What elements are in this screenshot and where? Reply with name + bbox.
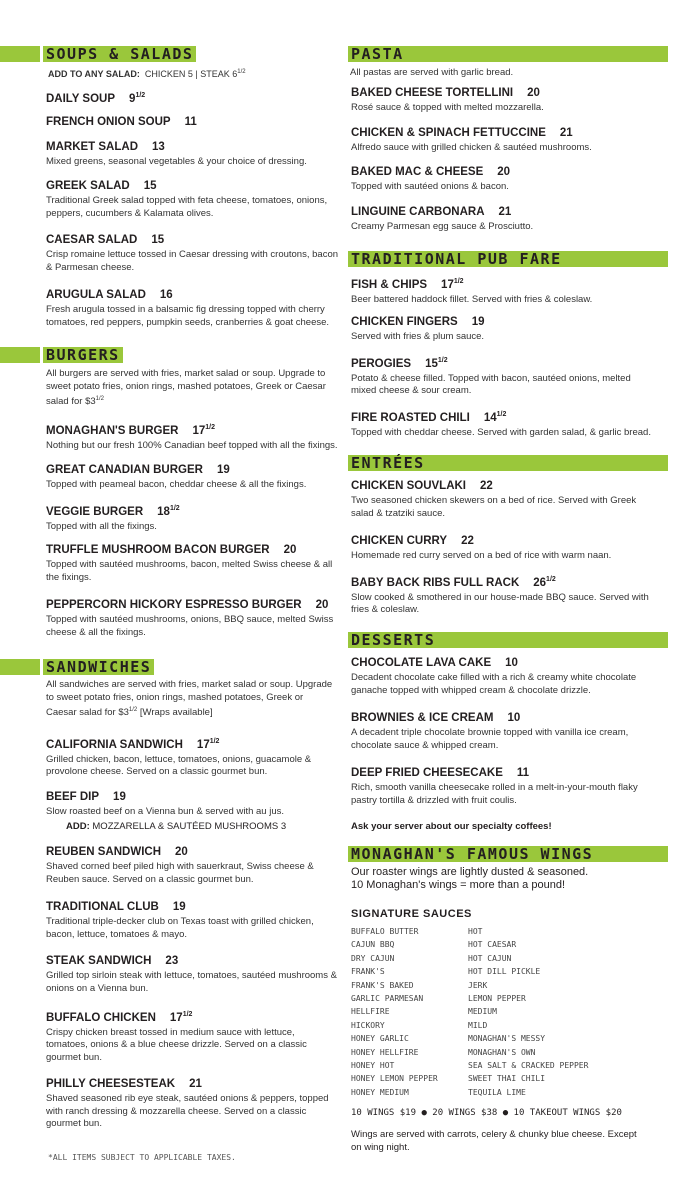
menu-item-name: ARUGULA SALAD [46,289,146,301]
menu-item-description: Crisp romaine lettuce tossed in Caesar dressing with croutons, bacon & Parmesan cheese. [46,249,339,273]
sauce-item: TEQUILA LIME [468,1087,526,1097]
menu-item-description: Topped with sautéed onions & bacon. [351,181,509,192]
menu-item-title [46,502,338,519]
menu-item-title [46,845,338,859]
menu-item-price: 15 [425,357,438,370]
menu-item-name: CHICKEN CURRY [351,535,448,547]
menu-item-price: 14 [483,411,497,424]
menu-item-name: LINGUINE CARBONARA [351,206,485,218]
menu-item-description: Two seasoned chicken skewers on a bed of rice. Served with Greek salad & tzatziki sauce. [351,495,637,519]
menu-item-price: 9 [129,92,136,105]
sauce-item: HONEY GARLIC [351,1034,409,1044]
sauces-title: SIGNATURE SAUCES [351,908,472,920]
menu-item-title [351,711,651,725]
sauce-item: SEA SALT & CRACKED PEPPER [468,1061,589,1071]
menu-item-price-fraction: 1/2 [182,1011,193,1018]
beef-dip-add-label: ADD: [66,820,93,832]
menu-item-price-fraction: 1/2 [205,424,215,431]
menu-item [46,463,338,492]
menu-item [46,140,338,169]
menu-item-title [46,954,338,968]
menu-item-title [46,140,338,154]
menu-item-price: 19 [471,316,485,328]
menu-item-title [351,408,651,425]
menu-item [46,89,338,106]
menu-item [46,543,338,584]
pasta-title: PASTA [348,46,407,62]
wings-note: Wings are served with carrots, celery & chunky blue cheese. Except on wing night. [351,1129,637,1153]
menu-item-title [46,900,338,914]
menu-item-title [351,126,651,140]
menu-item-price: 18 [157,505,170,518]
menu-item-title [351,479,651,493]
salad-add-options: CHICKEN 5 | STEAK 6 [144,69,238,79]
sauces-column-1 [351,925,438,1099]
salad-add-steak-sup: 1/2 [237,69,246,75]
pasta-intro: All pastas are served with garlic bread. [350,67,514,78]
menu-item-description: Rosé sauce & topped with melted mozzarella. [351,102,544,113]
menu-item [351,126,651,155]
menu-item-name: CAESAR SALAD [46,234,138,246]
menu-item-price: 13 [152,141,165,153]
menu-item [46,1008,338,1064]
menu-item [351,165,651,194]
sauces-column-2 [468,925,588,1099]
sauce-item: MILD [468,1020,488,1030]
menu-item [351,205,651,234]
tax-footnote: *ALL ITEMS SUBJECT TO APPLICABLE TAXES. [48,1153,236,1162]
menu-item-description: Homemade red curry served on a bed of rice with warm naan. [351,550,612,561]
menu-item-title [46,790,338,804]
menu-item-description: Shaved seasoned rib eye steak, sautéed onions & peppers, topped with ranch dressing & mozzarella cheese. Served on a classic gourmet bun. [46,1093,329,1129]
menu-item-description: Slow roasted beef on a Vienna bun & served with au jus. [46,806,285,817]
menu-item-name: PEROGIES [351,357,412,370]
menu-item-title [46,179,338,193]
menu-item-title [46,463,338,477]
wings-intro-line-2: 10 Monaghan's wings = more than a pound! [351,879,565,891]
sauce-item: FRANK'S BAKED [351,980,414,990]
menu-item-description: Creamy Parmesan egg sauce & Prosciutto. [351,221,534,232]
menu-item-price: 20 [315,599,329,611]
menu-item-title [46,1077,338,1091]
menu-item-description: Mixed greens, seasonal vegetables & your choice of dressing. [46,156,307,167]
menu-item-name: BROWNIES & ICE CREAM [351,712,494,724]
menu-item-price: 21 [559,127,573,139]
menu-item-description: Fresh arugula tossed in a balsamic fig dressing topped with cherry tomatoes, red peppers, pumpkin seeds, cranberries & goat cheese. [46,304,330,328]
menu-item [46,115,338,129]
menu-item [351,354,651,398]
sauce-item: HONEY LEMON PEPPER [351,1074,438,1084]
sauce-item: HOT CAJUN [468,953,512,963]
menu-item-description: A decadent triple chocolate brownie topped with vanilla ice cream, chocolate sauce & whipped cream. [351,727,629,751]
menu-item-name: MARKET SALAD [46,141,138,153]
menu-item-description: Traditional triple-decker club on Texas toast with grilled chicken, bacon, lettuce, tomatoes & mayo. [46,916,314,940]
menu-item-description: Shaved corned beef piled high with sauerkraut, Swiss cheese & Reuben sauce. Served on a classic gourmet bun. [46,861,314,885]
menu-item-description: Beer battered haddock fillet. Served with fries & coleslaw. [351,293,593,305]
menu-item-price-fraction: 1/2 [437,357,448,364]
menu-item-name: PHILLY CHEESESTEAK [46,1078,176,1090]
menu-item-title [46,543,338,557]
menu-item-price: 15 [143,180,157,192]
menu-item [46,179,338,220]
burgers-intro [46,368,336,409]
menu-item-description: Grilled chicken, bacon, lettuce, tomatoes, onions, guacamole & provolone cheese. Served on a classic gourmet bun. [46,753,312,778]
menu-item-price: 11 [516,767,530,779]
menu-item-title [351,656,651,670]
wings-intro [351,866,588,892]
menu-item [46,598,338,639]
menu-item-description: Topped with peameal bacon, cheddar cheese & all the fixings. [46,479,307,490]
menu-item-name: FIRE ROASTED CHILI [351,411,470,424]
menu-item-title [351,766,651,780]
sauce-item: JERK [468,980,488,990]
menu-item-name: BAKED MAC & CHEESE [351,166,484,178]
menu-item-description: Slow cooked & smothered in our house-made BBQ sauce. Served with fries & coleslaw. [351,591,649,616]
menu-item-price-fraction: 1/2 [169,505,180,512]
sauce-item: CAJUN BBQ [351,940,395,950]
menu-item-price: 21 [498,206,512,218]
menu-item-title [46,288,338,302]
salad-add-line [48,66,246,81]
menu-item-price: 20 [497,166,511,178]
menu-item [351,656,651,697]
menu-item [351,573,651,617]
menu-item-price: 15 [151,234,165,246]
sauce-item: GARLIC PARMESAN [351,994,424,1004]
menu-item-name: BEEF DIP [46,791,100,803]
pub-fare-title: TRADITIONAL PUB FARE [348,251,565,267]
menu-item-price-fraction: 1/2 [135,92,146,99]
menu-item-price: 17 [169,1011,183,1024]
burgers-intro-text: All burgers are served with fries, market salad or soup. Upgrade to sweet potato fries, onion rings, mashed potatoes, Greek or Caesar salad for $3 [46,368,326,408]
sandwiches-intro [46,679,336,720]
menu-item [46,845,338,886]
menu-item-name: CHICKEN FINGERS [351,316,458,328]
menu-item-price: 19 [172,901,186,913]
burgers-banner-bar [0,347,40,363]
menu-item [351,534,651,563]
menu-item [46,421,338,452]
sauce-item: HOT CAESAR [468,940,517,950]
wings-pricing: 10 WINGS $19 ● 20 WINGS $38 ● 10 TAKEOUT WINGS $20 [351,1108,622,1118]
wings-title: MONAGHAN'S FAMOUS WINGS [348,846,596,862]
sauce-item: BUFFALO BUTTER [351,927,419,936]
menu-item-name: FRENCH ONION SOUP [46,116,171,128]
menu-item-title [46,89,338,106]
menu-item [351,408,651,439]
menu-item-name: TRADITIONAL CLUB [46,901,159,913]
sandwiches-title: SANDWICHES [43,659,154,675]
menu-item [46,1077,338,1131]
coffee-note: Ask your server about our specialty coffees! [351,821,552,832]
sauce-item: HONEY HOT [351,1061,395,1071]
menu-item-title [351,573,651,590]
menu-item-title [351,165,651,179]
menu-item-name: CHICKEN SOUVLAKI [351,480,467,492]
menu-item [351,766,651,807]
menu-item-name: BAKED CHEESE TORTELLINI [351,87,514,99]
menu-item-name: BABY BACK RIBS FULL RACK [351,576,520,589]
menu-item-name: REUBEN SANDWICH [46,846,161,858]
sauce-item: HOT DILL PICKLE [468,967,541,977]
soups-salads-banner-bar [0,46,40,62]
beef-dip-add-text: MOZZARELLA & SAUTÉED MUSHROOMS 3 [92,820,287,832]
menu-item-price: 10 [507,712,521,724]
menu-item [46,288,338,329]
sauce-item: SWEET THAI CHILI [468,1074,546,1084]
menu-item-price: 19 [113,791,126,803]
salad-add-label: ADD TO ANY SALAD: [48,69,140,79]
menu-item-name: STEAK SANDWICH [46,955,152,967]
menu-item-price-fraction: 1/2 [546,576,556,583]
sauce-item: DRY CAJUN [351,953,395,963]
menu-item-description: Topped with sautéed mushrooms, bacon, melted Swiss cheese & all the fixings. [46,559,333,583]
soups-salads-title: SOUPS & SALADS [43,46,196,62]
menu-item-name: MONAGHAN'S BURGER [46,424,179,437]
desserts-title: DESSERTS [348,632,438,648]
menu-item-name: CHOCOLATE LAVA CAKE [351,657,492,669]
menu-item-description: Grilled top sirloin steak with lettuce, tomatoes, sautéed mushrooms & onions on a Vienna bun. [46,970,337,994]
menu-item [46,790,338,832]
sauce-item: MONAGHAN'S OWN [468,1047,536,1057]
menu-item-price-fraction: 1/2 [209,738,220,745]
menu-item [46,954,338,995]
menu-item-description: Topped with all the fixings. [46,520,157,532]
menu-item-price: 17 [192,424,206,437]
menu-item-name: CALIFORNIA SANDWICH [46,738,183,751]
entrees-title: ENTRÉES [348,455,428,471]
sauce-item: HICKORY [351,1020,385,1030]
menu-item [351,315,651,344]
menu-item-title [351,86,651,100]
menu-item-price-fraction: 1/2 [496,411,507,418]
menu-item-name: PEPPERCORN HICKORY ESPRESSO BURGER [46,599,302,611]
menu-item-name: FISH & CHIPS [351,278,428,291]
burgers-intro-sup: 1/2 [95,396,104,402]
sauce-item: HONEY HELLFIRE [351,1047,419,1057]
menu-item [351,711,651,752]
sauce-item: LEMON PEPPER [468,994,526,1004]
menu-item-price: 20 [527,87,540,99]
sauce-item: HELLFIRE [351,1007,390,1017]
menu-item-title [351,275,651,292]
sandwiches-intro-sup: 1/2 [128,707,138,713]
menu-item-price: 11 [184,116,197,128]
sauce-item: HOT [468,927,483,936]
menu-item-title [46,735,338,752]
sauce-item: HONEY MEDIUM [351,1087,409,1097]
sandwiches-intro-tail: [Wraps available] [137,707,213,719]
menu-item-description: Potato & cheese filled. Topped with bacon, sautéed onions, melted mixed cheese & sour cream. [351,372,631,397]
menu-item-name: GREEK SALAD [46,180,130,192]
menu-item-name: VEGGIE BURGER [46,505,144,518]
menu-item [351,275,651,306]
menu-item-description: Nothing but our fresh 100% Canadian beef topped with all the fixings. [46,439,338,451]
menu-item-price: 23 [165,955,179,967]
menu-item-price: 20 [175,846,188,858]
sandwiches-intro-text: All sandwiches are served with fries, market salad or soup. Upgrade to sweet potato fries, onion rings, mashed potatoes, Greek or Caesar salad for $3 [46,679,333,719]
menu-item-price: 26 [533,576,547,589]
menu-item-title [46,598,338,612]
menu-item-name: GREAT CANADIAN BURGER [46,464,203,476]
beef-dip-add-on [66,821,338,832]
sauce-item: MEDIUM [468,1007,497,1017]
sauce-item: MONAGHAN'S MESSY [468,1034,546,1044]
menu-item-price: 22 [480,480,493,492]
menu-item-price: 22 [461,535,474,547]
menu-item [46,900,338,941]
menu-item-name: BUFFALO CHICKEN [46,1011,156,1024]
menu-item-price: 17 [196,738,210,751]
menu-item-title [46,233,338,247]
menu-item-description: Rich, smooth vanilla cheesecake rolled in a melt-in-your-mouth flaky pastry tortilla & drizzled with fruit coulis. [351,782,638,806]
menu-item [46,233,338,274]
menu-item [351,86,651,115]
menu-item-price: 20 [283,544,297,556]
menu-item-price: 21 [189,1078,202,1090]
menu-item-name: DEEP FRIED CHEESECAKE [351,767,503,779]
burgers-title: BURGERS [43,347,123,363]
menu-item-price: 16 [159,289,173,301]
menu-item-description: Topped with sautéed mushrooms, onions, BBQ sauce, melted Swiss cheese & all the fixings. [46,614,334,638]
menu-item-price: 17 [441,278,454,291]
menu-item-name: DAILY SOUP [46,92,116,105]
menu-item-name: TRUFFLE MUSHROOM BACON BURGER [46,544,270,556]
menu-item-title [46,1008,338,1025]
menu-item-title [351,205,651,219]
menu-item [46,502,338,533]
menu-item-title [351,534,651,548]
menu-item-title [46,115,338,129]
menu-item-price: 19 [216,464,230,476]
menu-item-name: CHICKEN & SPINACH FETTUCCINE [351,127,546,139]
menu-item-description: Decadent chocolate cake filled with a rich & creamy white chocolate ganache topped with whipped cream & chocolate drizzle. [351,672,637,696]
menu-item-title [46,421,338,438]
menu-item-description: Served with fries & plum sauce. [351,331,485,342]
menu-item-title [351,315,651,329]
menu-item-title [351,354,651,371]
wings-intro-line-1: Our roaster wings are lightly dusted & seasoned. [351,866,589,878]
menu-item-description: Alfredo sauce with grilled chicken & sautéed mushrooms. [351,142,592,153]
menu-item-price-fraction: 1/2 [453,278,464,285]
menu-item-price: 10 [505,657,518,669]
menu-item [46,735,338,779]
menu-item [351,479,651,520]
sauce-item: FRANK'S [351,967,385,977]
menu-item-description: Crispy chicken breast tossed in medium sauce with lettuce, tomatoes, onions & a blue cheese drizzle. Served on a classic gourmet bun. [46,1026,307,1063]
menu-item-description: Topped with cheddar cheese. Served with garden salad, & garlic bread. [351,426,651,438]
sandwiches-banner-bar [0,659,40,675]
menu-item-description: Traditional Greek salad topped with feta cheese, tomatoes, onions, peppers, cucumbers & Kalamata olives. [46,195,328,219]
